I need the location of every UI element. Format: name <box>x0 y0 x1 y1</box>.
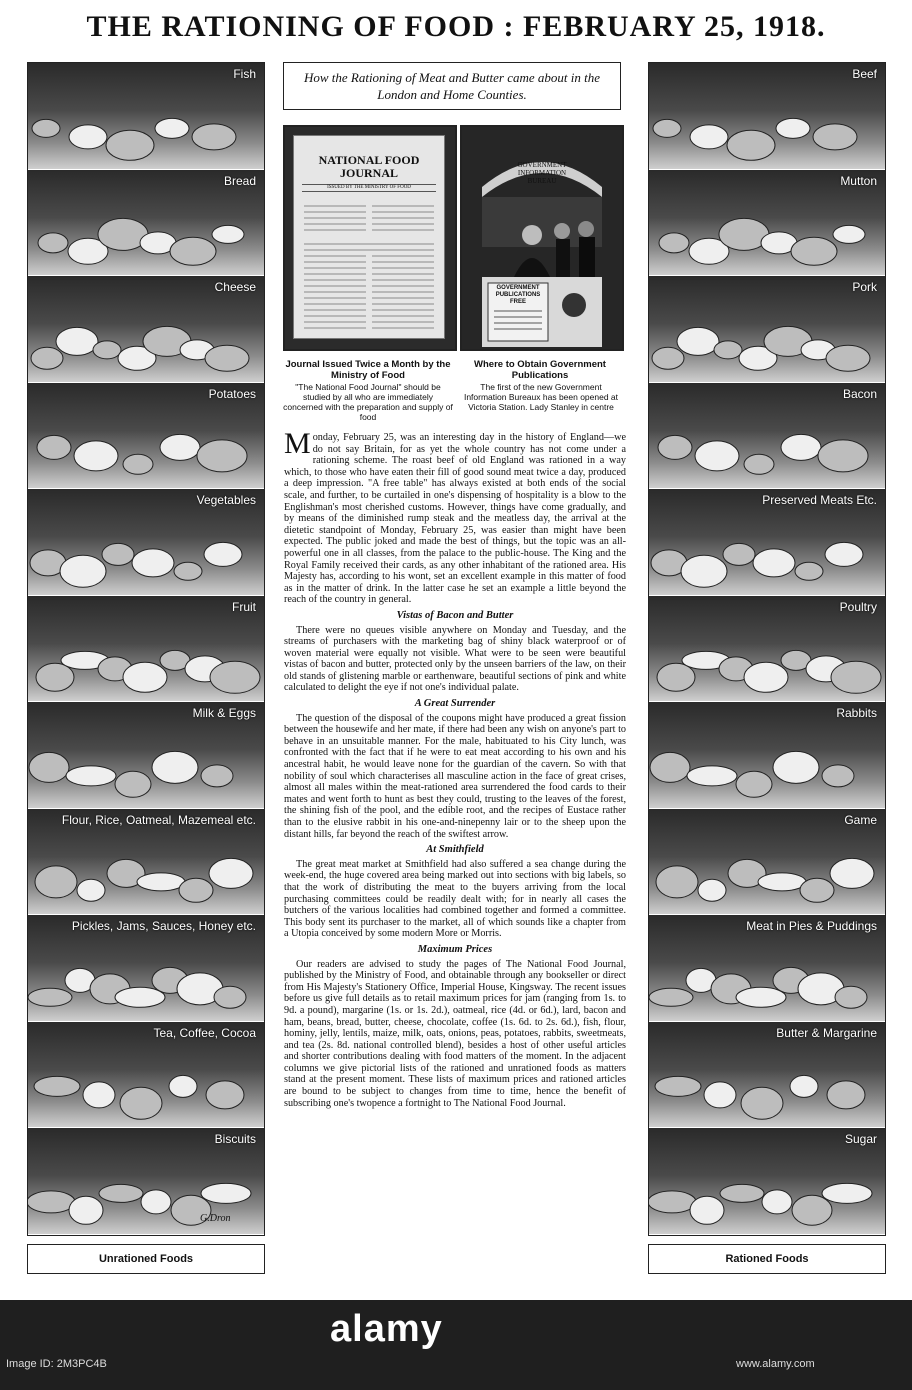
section-text: Our readers are advised to study the pages of The National Food Journal, published by the Ministry of Food, and obtainable through any bookseller or direct from His Majesty's Stationery Office, Imperial House, Kingsway. The recent issues before us give full details as to retail maximum prices for jam (ranging from 1s. to 9d. a pound), margarine (1s. or 1s. 2d.), oatmeal, rice (4d. or 6d.), lard, bacon and ham, beans, bread, butter, cheese, chocolate, coffee (1s. 6d. to 2s. 6d.), fish, flour, hominy, jelly, lentils, maize, milk, oats, onions, peas, potatoes, rabbits, sweetmeats, and tea (2s. 8d. national controlled blend), besides a host of other useful articles and shorter contributions dealing with food matters of the moment. In the adjacent columns we give pictorial lists of the rationed and unrationed foods as matters stand at the present moment. These lists of maximum prices and rationed articles are bound to be subject to changes from time to time, hence the benefit of subscribing one's twopence a fortnight to The National Food Journal. <box>284 958 626 1109</box>
panel-pork <box>649 276 885 383</box>
panel-label: Bread <box>223 173 256 188</box>
panel-label: Fish <box>233 67 256 81</box>
panel-cheese <box>28 276 264 383</box>
panel-label: Pork <box>852 280 877 295</box>
panel-label: Biscuits <box>214 1132 256 1147</box>
panel-label: Rabbits <box>836 706 877 721</box>
panel-vegetables <box>28 489 264 596</box>
bureau-caption-heading: Where to Obtain Government Publications <box>474 359 606 381</box>
panel-beef <box>649 63 885 170</box>
panel-label: Poultry <box>839 599 877 614</box>
panel-label: Vegetables <box>196 493 256 508</box>
panel-milk-eggs <box>28 702 264 809</box>
article-dropcap: M <box>284 427 311 460</box>
section-heading: Vistas of Bacon and Butter <box>396 609 514 621</box>
article-intro <box>284 427 626 606</box>
panel-label: Preserved Meats Etc. <box>762 493 877 508</box>
article-intro-text: onday, February 25, was an interesting day in the history of England—we do not say Britain, for as yet the whole country has not come under a rationing scheme. The roast beef of old England was rationed in a way which, to those who have eaten their fill of good sound meat twice a day, produced a deep impression. "A free table" has always existed at both ends of the social scale, and further, to be curtailed in one's dispensing of hospitality is a blow to the Englishman's most cherished customs. However, things have come gradually, and by means of the diminished rump steak and the meatless day, the arrival at the dietetic standpoint of Monday, February 25, was easier than might have been expected. The public joked and made the best of things, but the topic was an all-powerful one in all classes, from the palace to the public-house. The King and the Royal Family received their cards, as any other inhabitant of the rationed area. His Majesty has, according to his wont, set an excellent example in this matter of food as in the matter of drink. In the latter case he set an example a little beyond the reach of the country in general. <box>284 432 626 606</box>
bureau-sign: GOVERNMENT INFORMATION BUREAU <box>517 161 567 185</box>
unrationed-foods-label: Unrationed Foods <box>27 1244 265 1274</box>
journal-caption-heading: Journal Issued Twice a Month by the Ministry of Food <box>285 359 451 381</box>
alamy-image-id: Image ID: 2M3PC4B <box>6 1358 107 1370</box>
panel-label: Game <box>844 812 877 827</box>
panel-preserved-meats-etc <box>649 489 885 596</box>
journal-photo <box>283 125 457 351</box>
panel-label: Mutton <box>840 173 877 188</box>
article-body <box>284 427 626 1113</box>
journal-caption-text: "The National Food Journal" should be studied by all who are immediately concerned with the preparation and supply of food <box>283 382 453 422</box>
panel-label: Milk & Eggs <box>192 706 256 721</box>
panel-label: Cheese <box>214 280 256 295</box>
panel-bread <box>28 170 264 277</box>
page-title: THE RATIONING OF FOOD : FEBRUARY 25, 1918. <box>86 10 826 43</box>
panel-game <box>649 809 885 916</box>
panel-fish <box>28 63 264 170</box>
panel-label: Tea, Coffee, Cocoa <box>153 1025 256 1040</box>
panel-illustration <box>649 276 885 382</box>
artist-signature: G.Dron <box>200 1213 231 1224</box>
section-heading: At Smithfield <box>426 844 484 856</box>
watermark-bar <box>0 1300 912 1390</box>
panel-potatoes <box>28 383 264 490</box>
panel-label: Potatoes <box>208 386 256 401</box>
panel-pickles-jams-sauces-honey-etc <box>28 915 264 1022</box>
panel-label: Meat in Pies & Puddings <box>746 919 877 934</box>
panel-fruit <box>28 596 264 703</box>
panel-poultry <box>649 596 885 703</box>
panel-label: Sugar <box>844 1132 877 1147</box>
panel-flour-rice-oatmeal-mazemeal-etc <box>28 809 264 916</box>
panel-illustration <box>649 63 885 169</box>
journal-masthead: NATIONAL FOOD JOURNAL <box>318 153 420 180</box>
panel-meat-in-pies-puddings <box>649 915 885 1022</box>
unrationed-foods-column <box>27 62 265 1236</box>
panel-tea-coffee-cocoa <box>28 1022 264 1129</box>
article-subtitle: How the Rationing of Meat and Butter came about in the London and Home Counties. <box>283 62 621 110</box>
section-heading: Maximum Prices <box>417 943 493 955</box>
section-heading: A Great Surrender <box>414 698 496 710</box>
panel-label: Butter & Margarine <box>776 1025 877 1040</box>
panel-mutton <box>649 170 885 277</box>
section-text: The great meat market at Smithfield had also suffered a sea change during the week-end, the huge covered area being marked out into sections with big labels, so that the work of distributing the meat to the buyers arriving from the local purchasing committees could be readily dealt with; for in nearly all cases the butchers of the various localities had combined together and formed a committee. This body sent its purchaser to the market, all of which sounds like a chapter from a Utopia conceived by some modern More or Morris. <box>284 858 626 940</box>
alamy-url: www.alamy.com <box>736 1358 815 1370</box>
panel-illustration <box>28 596 264 702</box>
rationed-foods-column <box>648 62 886 1236</box>
panel-bacon <box>649 383 885 490</box>
bureau-poster: GOVERNMENT PUBLICATIONS FREE <box>495 285 541 305</box>
section-text: There were no queues visible anywhere on Monday and Tuesday, and the streams of purchasers with the marketing bag of shiny black waterproof or of woven material were equally not visible. What were to be seen were beautiful vistas of bacon and butter, protected only by the unseen barriers of the law, on their old stands of glistening marble or earthenware, beautiful sections of pink and white calculated to delight the eye if not one's individual palate. <box>284 624 626 694</box>
bureau-caption-text: The first of the new Government Information Bureaux has been opened at Victoria Station. Lady Stanley in centre <box>463 382 619 412</box>
panel-label: Pickles, Jams, Sauces, Honey etc. <box>71 919 256 934</box>
panel-illustration <box>28 63 264 169</box>
panel-label: Bacon <box>842 386 877 401</box>
section-text: The question of the disposal of the coupons might have produced a great fission between the housewife and her mate, if there had been any wish on anyone's part to behave in an unsuitable manner. For the male, habituated to his City lunch, was confronted with the fact that if he were to eat meat according to his own and his ancestral habit, he would leave none for the guardian of the cavern. So with that nobility of soul which characterises all masculine action in the face of great crises, almost all males within the meat-rationed area surrendered the food cards to their mates and went forth to hunt as best they could, trusting to the leaves of the forest, the shining fish of the pool, and the edible root, and the recipes of Eustace rather than to the elusive rabbit in his one-and-ninepenny lair or to the sheep upon the distant hills, far beyond the reach of the swiftest arrow. <box>284 712 626 840</box>
panel-sugar <box>649 1128 885 1235</box>
alamy-logo: alamy <box>330 1308 443 1350</box>
journal-text-lines <box>294 200 444 340</box>
panel-butter-margarine <box>649 1022 885 1129</box>
panel-label: Beef <box>852 67 877 81</box>
panel-rabbits <box>649 702 885 809</box>
bureau-photo <box>460 125 624 351</box>
journal-issued-line: ISSUED BY THE MINISTRY OF FOOD <box>302 184 436 192</box>
panel-label: Flour, Rice, Oatmeal, Mazemeal etc. <box>61 812 256 827</box>
panel-label: Fruit <box>232 599 256 614</box>
rationed-foods-label: Rationed Foods <box>648 1244 886 1274</box>
